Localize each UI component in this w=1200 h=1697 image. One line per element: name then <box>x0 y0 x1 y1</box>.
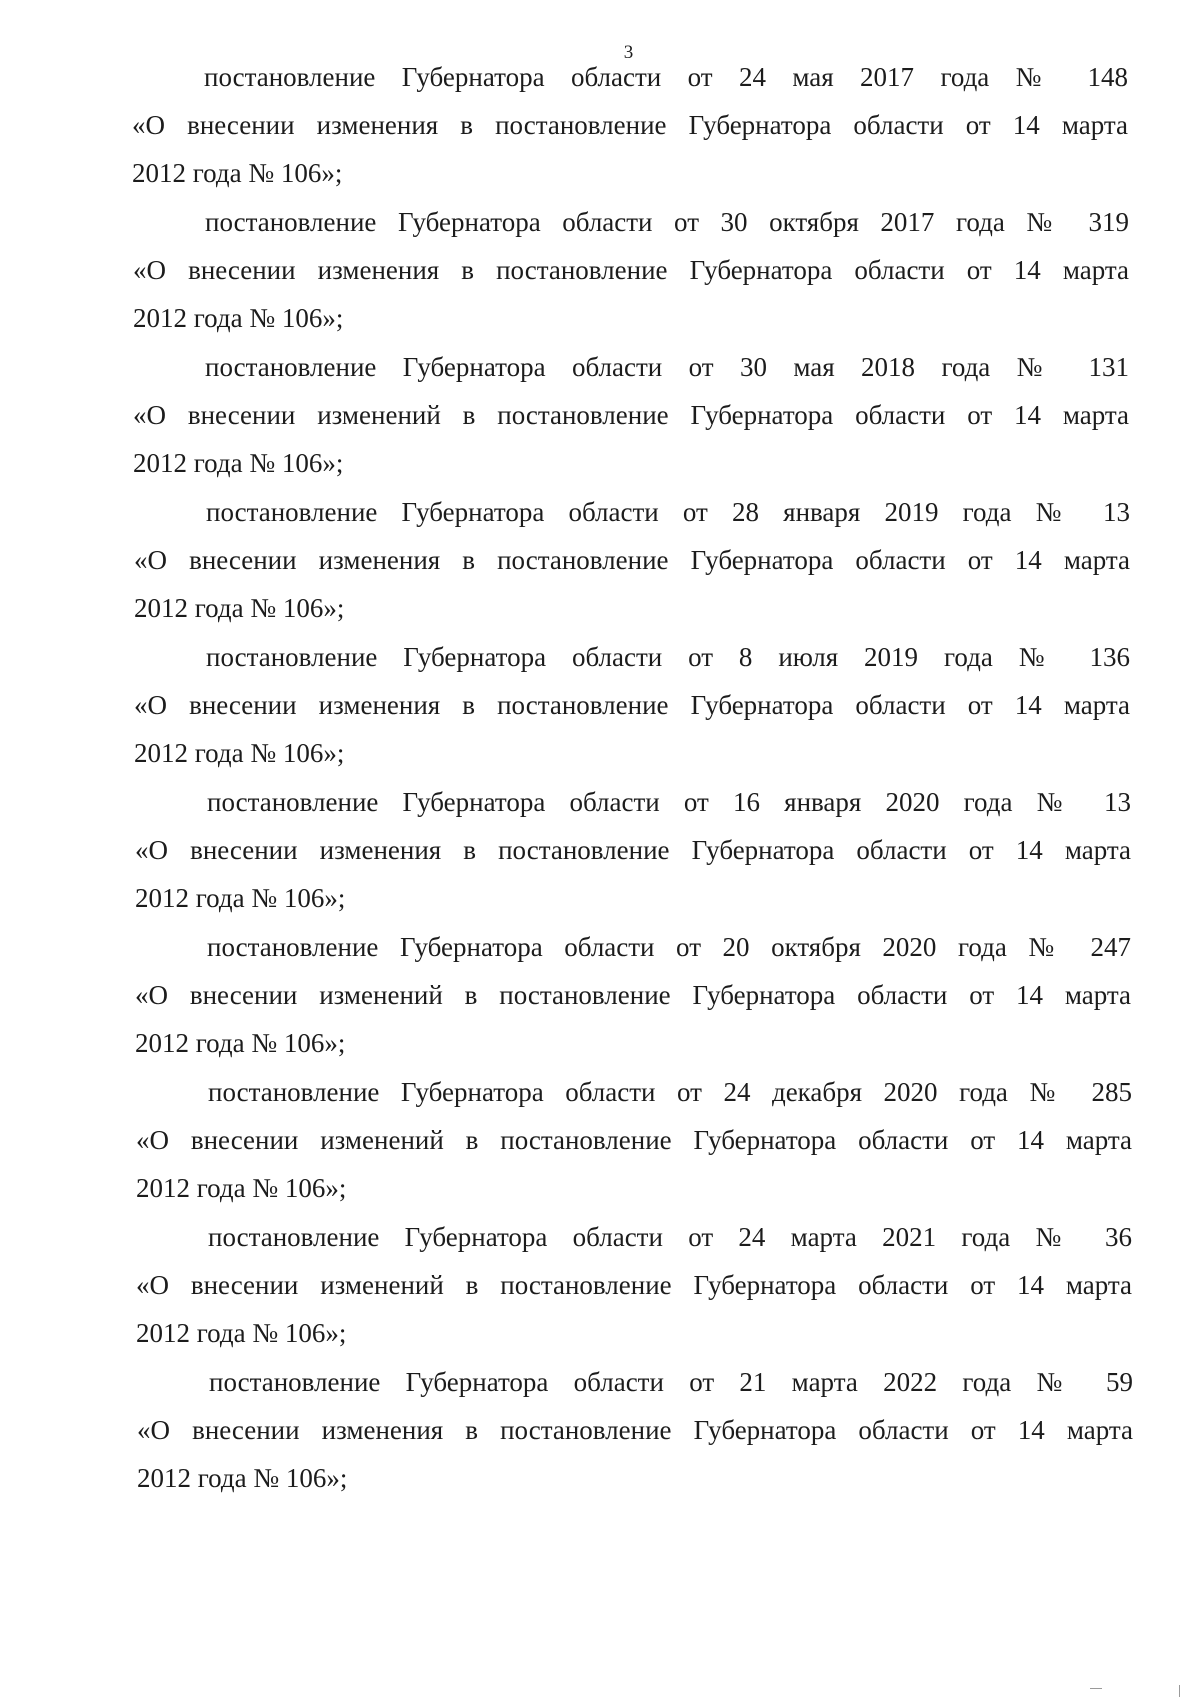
decree-heading: постановление Губернатора области от 20 октября 2020 года № 247 <box>207 932 1131 962</box>
decree-title-end: 2012 года № 106»; <box>136 1318 347 1348</box>
decree-title: «О внесении изменения в постановление Губернатора области от 14 марта <box>137 1415 1133 1445</box>
decree-title: «О внесении изменения в постановление Губернатора области от 14 марта <box>134 690 1130 720</box>
decree-heading: постановление Губернатора области от 28 января 2019 года № 13 <box>206 497 1130 527</box>
scan-artifact <box>1090 1688 1102 1689</box>
decree-title-end: 2012 года № 106»; <box>133 303 344 333</box>
decree-heading: постановление Губернатора области от 21 марта 2022 года № 59 <box>209 1367 1133 1397</box>
decree-title: «О внесении изменения в постановление Губернатора области от 14 марта <box>135 835 1131 865</box>
decree-heading: постановление Губернатора области от 24 мая 2017 года № 148 <box>204 62 1128 92</box>
decree-title: «О внесении изменения в постановление Губернатора области от 14 марта <box>132 110 1128 140</box>
decree-title-end: 2012 года № 106»; <box>135 883 346 913</box>
scan-artifact <box>1179 1685 1180 1697</box>
decree-title-end: 2012 года № 106»; <box>137 1463 348 1493</box>
decree-title-end: 2012 года № 106»; <box>136 1173 347 1203</box>
decree-heading: постановление Губернатора области от 16 января 2020 года № 13 <box>207 787 1131 817</box>
decree-heading: постановление Губернатора области от 30 октября 2017 года № 319 <box>205 207 1129 237</box>
decree-title: «О внесении изменений в постановление Губернатора области от 14 марта <box>136 1125 1132 1155</box>
page-number: 3 <box>623 42 634 63</box>
decree-title-end: 2012 года № 106»; <box>135 1028 346 1058</box>
decree-title-end: 2012 года № 106»; <box>132 158 343 188</box>
decree-title: «О внесении изменения в постановление Губернатора области от 14 марта <box>134 545 1130 575</box>
decree-title-end: 2012 года № 106»; <box>134 593 345 623</box>
decree-heading: постановление Губернатора области от 8 июля 2019 года № 136 <box>206 642 1130 672</box>
decree-heading: постановление Губернатора области от 30 мая 2018 года № 131 <box>205 352 1129 382</box>
decree-title: «О внесении изменений в постановление Губернатора области от 14 марта <box>136 1270 1132 1300</box>
decree-title-end: 2012 года № 106»; <box>134 738 345 768</box>
decree-title: «О внесении изменений в постановление Губернатора области от 14 марта <box>135 980 1131 1010</box>
decree-title: «О внесении изменения в постановление Губернатора области от 14 марта <box>133 255 1129 285</box>
decree-title: «О внесении изменений в постановление Губернатора области от 14 марта <box>133 400 1129 430</box>
decree-heading: постановление Губернатора области от 24 декабря 2020 года № 285 <box>208 1077 1132 1107</box>
decree-title-end: 2012 года № 106»; <box>133 448 344 478</box>
decree-heading: постановление Губернатора области от 24 марта 2021 года № 36 <box>208 1222 1132 1252</box>
